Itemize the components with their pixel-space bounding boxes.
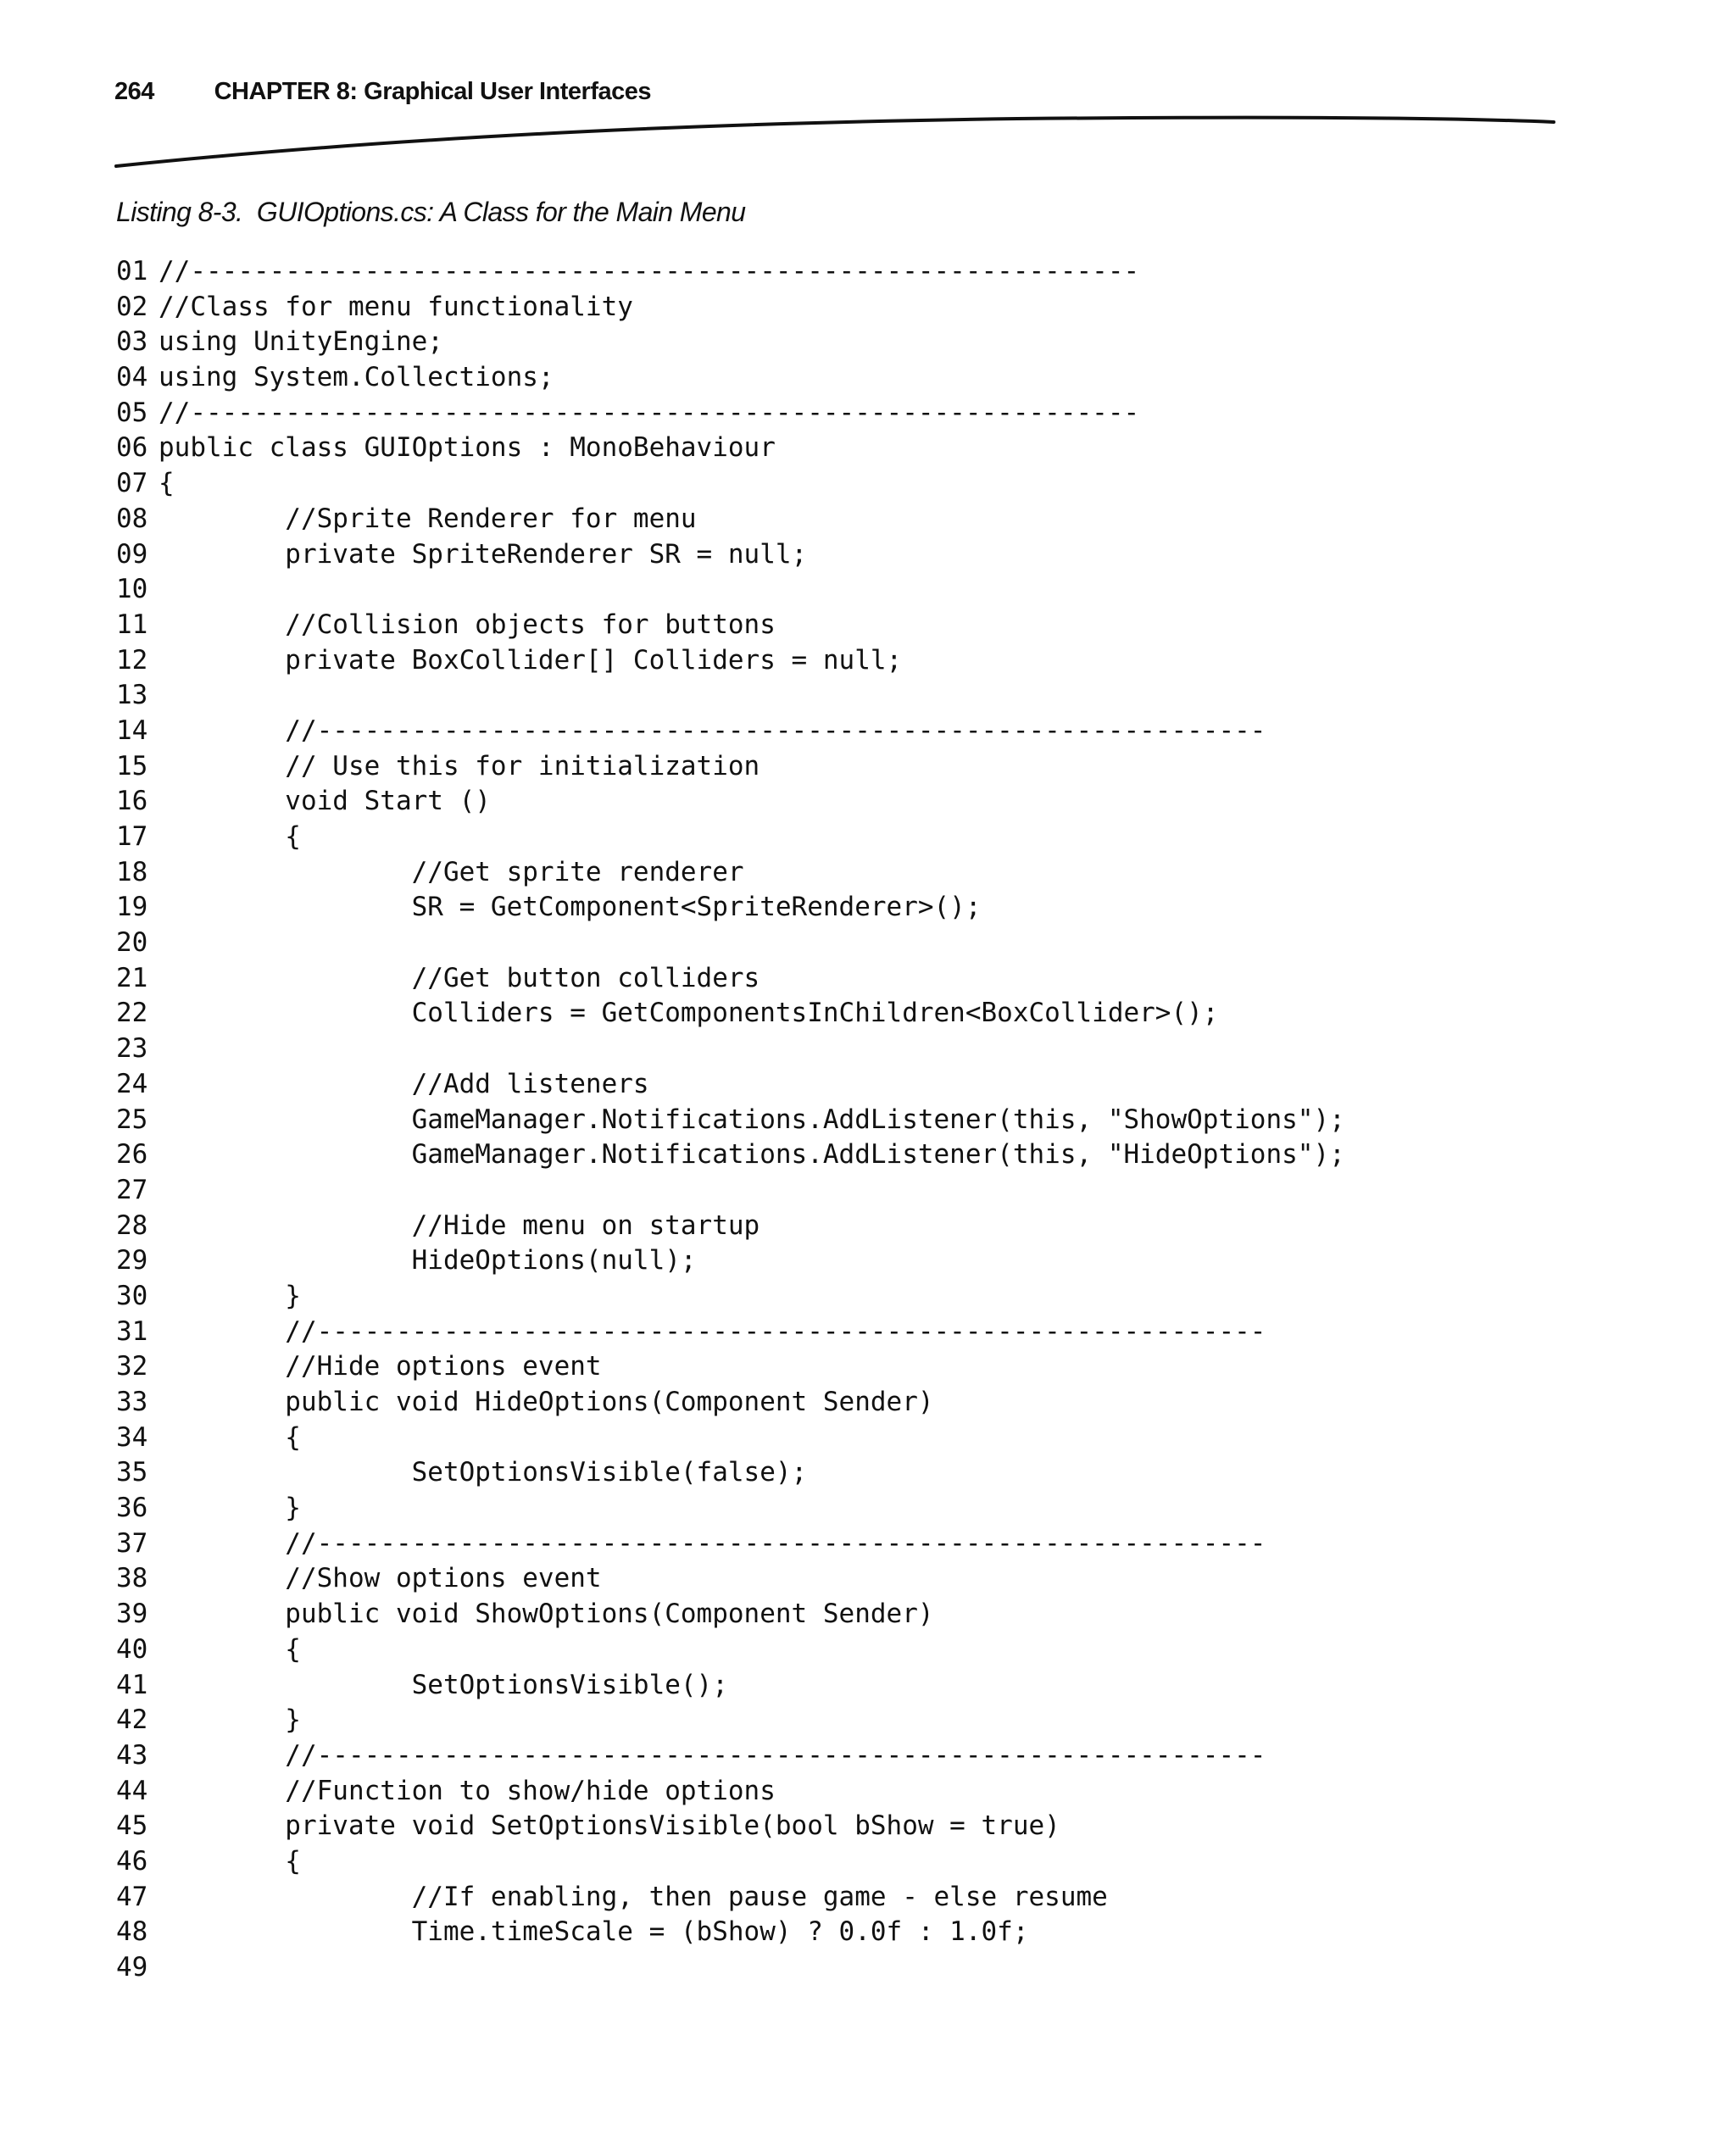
line-number: 07 — [116, 468, 148, 499]
code-line — [116, 1491, 1345, 1527]
line-number: 26 — [116, 1139, 148, 1171]
code-line — [116, 1738, 1345, 1774]
line-number: 28 — [116, 1210, 148, 1241]
line-code: //------------------------------------------------------------ — [159, 397, 1140, 428]
line-number: 36 — [116, 1493, 148, 1524]
line-code: //------------------------------------------------------------ — [159, 1739, 1266, 1771]
chapter-title: CHAPTER 8: Graphical User Interfaces — [214, 78, 652, 105]
line-number: 34 — [116, 1421, 148, 1453]
line-number: 44 — [116, 1775, 148, 1806]
line-number: 16 — [116, 786, 148, 817]
code-line — [116, 1527, 1345, 1562]
line-code: public void HideOptions(Component Sender) — [159, 1387, 934, 1417]
code-line — [116, 608, 1345, 643]
line-number: 08 — [116, 503, 148, 534]
line-number: 42 — [116, 1704, 148, 1736]
code-line — [116, 643, 1345, 679]
page-number: 264 — [114, 78, 154, 105]
line-code: public class GUIOptions : MonoBehaviour — [159, 432, 776, 464]
line-code: { — [159, 1633, 301, 1665]
line-code: //------------------------------------------------------------ — [159, 1315, 1266, 1347]
line-code: using UnityEngine; — [159, 326, 443, 358]
code-line — [116, 1173, 1345, 1209]
code-line — [116, 290, 1345, 325]
code-line — [116, 360, 1345, 396]
line-code: //Collision objects for buttons — [159, 609, 776, 640]
code-line — [116, 537, 1345, 573]
line-code: //Function to show/hide options — [159, 1775, 776, 1806]
code-line — [116, 1597, 1345, 1632]
line-code: GameManager.Notifications.AddListener(this, "ShowOptions"); — [159, 1104, 1345, 1135]
code-line — [116, 1279, 1345, 1315]
line-number: 40 — [116, 1633, 148, 1665]
line-number: 32 — [116, 1351, 148, 1382]
line-number: 49 — [116, 1952, 148, 1983]
code-line — [116, 1385, 1345, 1421]
line-number: 14 — [116, 715, 148, 746]
code-line — [116, 1561, 1345, 1597]
code-line — [116, 254, 1345, 290]
code-line — [116, 1844, 1345, 1880]
line-number: 15 — [116, 750, 148, 781]
line-number: 02 — [116, 291, 148, 322]
line-code: //Show options event — [159, 1563, 602, 1594]
line-code: SetOptionsVisible(false); — [159, 1457, 808, 1488]
line-code: //Get button colliders — [159, 962, 760, 993]
code-line — [116, 1632, 1345, 1668]
line-code: { — [159, 468, 175, 499]
line-number: 19 — [116, 892, 148, 923]
line-code: } — [159, 1704, 301, 1736]
code-line — [116, 961, 1345, 997]
code-line — [116, 1950, 1345, 1986]
line-number: 27 — [116, 1174, 148, 1205]
listing-caption: Listing 8-3. GUIOptions.cs: A Class for the Main Menu — [116, 197, 746, 227]
line-code: private BoxCollider[] Colliders = null; — [159, 644, 903, 676]
line-code: //Class for menu functionality — [159, 291, 633, 322]
line-code: Colliders = GetComponentsInChildren<BoxCollider>(); — [159, 998, 1219, 1029]
line-number: 22 — [116, 998, 148, 1029]
running-header — [114, 78, 651, 112]
line-number: 45 — [116, 1810, 148, 1842]
code-line — [116, 1349, 1345, 1385]
code-line — [116, 1809, 1345, 1844]
code-line — [116, 1455, 1345, 1491]
code-line — [116, 1209, 1345, 1244]
code-line — [116, 1668, 1345, 1704]
line-code: //Hide menu on startup — [159, 1210, 760, 1241]
line-code: HideOptions(null); — [159, 1245, 697, 1276]
line-number: 25 — [116, 1104, 148, 1135]
line-code: { — [159, 1421, 301, 1453]
line-number: 39 — [116, 1599, 148, 1630]
line-code: { — [159, 821, 301, 852]
code-line — [116, 1421, 1345, 1456]
line-code: } — [159, 1493, 301, 1524]
code-line — [116, 502, 1345, 537]
line-number: 41 — [116, 1669, 148, 1700]
code-line — [116, 926, 1345, 961]
line-number: 47 — [116, 1881, 148, 1912]
code-line — [116, 890, 1345, 926]
line-number: 20 — [116, 927, 148, 959]
code-line — [116, 1315, 1345, 1350]
line-number: 38 — [116, 1563, 148, 1594]
code-line — [116, 572, 1345, 608]
line-number: 09 — [116, 538, 148, 570]
line-number: 11 — [116, 609, 148, 640]
line-code: //------------------------------------------------------------ — [159, 715, 1266, 746]
line-code: using System.Collections; — [159, 362, 554, 393]
line-number: 18 — [116, 856, 148, 887]
line-number: 29 — [116, 1245, 148, 1276]
line-number: 03 — [116, 326, 148, 358]
code-line — [116, 1703, 1345, 1738]
line-number: 12 — [116, 644, 148, 676]
line-code: //Hide options event — [159, 1351, 602, 1382]
line-number: 01 — [116, 256, 148, 286]
code-line — [116, 996, 1345, 1032]
line-code: //------------------------------------------------------------ — [159, 256, 1140, 286]
line-code: private SpriteRenderer SR = null; — [159, 538, 808, 570]
code-line — [116, 396, 1345, 431]
line-code: Time.timeScale = (bShow) ? 0.0f : 1.0f; — [159, 1916, 1029, 1948]
line-code: { — [159, 1845, 301, 1877]
code-line — [116, 325, 1345, 360]
line-code: void Start () — [159, 786, 491, 817]
code-listing — [116, 254, 1345, 1986]
line-number: 43 — [116, 1739, 148, 1771]
code-line — [116, 678, 1345, 714]
code-line — [116, 714, 1345, 749]
line-number: 06 — [116, 432, 148, 464]
line-code: GameManager.Notifications.AddListener(this, "HideOptions"); — [159, 1139, 1345, 1171]
line-number: 48 — [116, 1916, 148, 1948]
code-line — [116, 855, 1345, 891]
code-line — [116, 466, 1345, 502]
code-line — [116, 749, 1345, 785]
line-code: // Use this for initialization — [159, 750, 760, 781]
line-code: public void ShowOptions(Component Sender) — [159, 1599, 934, 1630]
line-number: 04 — [116, 362, 148, 393]
code-line — [116, 1067, 1345, 1103]
line-code: SR = GetComponent<SpriteRenderer>(); — [159, 892, 982, 923]
code-line — [116, 1880, 1345, 1916]
line-code: private void SetOptionsVisible(bool bShow = true) — [159, 1810, 1060, 1842]
line-number: 35 — [116, 1457, 148, 1488]
code-line — [116, 820, 1345, 855]
line-code: //Get sprite renderer — [159, 856, 744, 887]
code-line — [116, 1243, 1345, 1279]
line-number: 24 — [116, 1068, 148, 1099]
line-number: 10 — [116, 574, 148, 605]
line-number: 13 — [116, 680, 148, 711]
line-number: 05 — [116, 397, 148, 428]
code-line — [116, 1103, 1345, 1138]
code-line — [116, 1032, 1345, 1067]
code-line — [116, 784, 1345, 820]
line-code: } — [159, 1280, 301, 1311]
line-number: 23 — [116, 1033, 148, 1065]
line-code: //------------------------------------------------------------ — [159, 1527, 1266, 1559]
line-number: 17 — [116, 821, 148, 852]
line-code: //Sprite Renderer for menu — [159, 503, 697, 534]
line-number: 21 — [116, 962, 148, 993]
code-line — [116, 431, 1345, 466]
line-code: SetOptionsVisible(); — [159, 1669, 728, 1700]
line-code: //Add listeners — [159, 1068, 649, 1099]
line-number: 46 — [116, 1845, 148, 1877]
line-code: //If enabling, then pause game - else resume — [159, 1881, 1108, 1912]
code-line — [116, 1774, 1345, 1810]
line-number: 31 — [116, 1315, 148, 1347]
code-line — [116, 1137, 1345, 1173]
line-number: 37 — [116, 1527, 148, 1559]
line-number: 30 — [116, 1280, 148, 1311]
line-number: 33 — [116, 1387, 148, 1417]
code-line — [116, 1915, 1345, 1950]
